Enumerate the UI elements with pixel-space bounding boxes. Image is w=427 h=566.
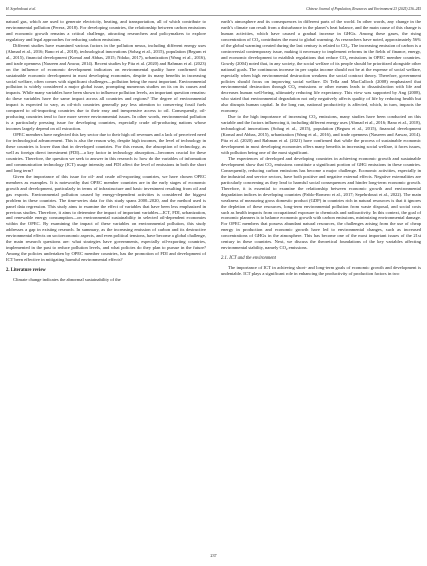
header-rule <box>6 15 421 16</box>
text-run: emissions. <box>287 245 308 251</box>
subscript: 2 <box>315 116 317 121</box>
subscript: 2 <box>345 56 348 61</box>
paragraph <box>221 114 421 156</box>
text-run: contributes the most to global warming. As researchers have noted, approximately 56% of the global warming created during the last century is related to CO <box>221 36 422 48</box>
subscript: 2 <box>271 163 274 168</box>
subscript: 2 <box>347 44 349 49</box>
right-column <box>221 19 421 277</box>
paragraph: Given the importance of this issue for oil- and crude oil-exporting countries, we have chosen OPEC members as examples. It is noteworthy that OPEC member countries are in the early stages of economic growth and development, particularly in terms of infrastructure and basic investment resulting from oil and gas exports. Environmental pollution caused by energy-dependent activities is considered the biggest problem in these countries. The time-series data for this study spans 2000–2020, and the method used is panel data regression. This study aims to examine the effect of variables that have been less emphasized in previous studies. Therefore, it aims to determine the impact of important variables—ICT, FDI, urbanization, and renewable energy consumption—on environmental sustainability in selected oil-dependent economies within the OPEC. By examining the impact of these variables on environmental pollution, this study addresses a gap in existing research. In summary, as the increasing emission of carbon and its destructive environmental effects on socioeconomic aspects, and even political tensions, have become a global challenge, the main research questions are: what strategies have governments, especially oil-exporting countries, implemented in the past to reduce pollution levels, and what policies do they plan to pursue in the future? Among the policies undertaken by OPEC member countries, has the promotion of FDI and development of ICT been effective in mitigating harmful environmental effects? <box>6 173 206 263</box>
text-run: emissions constitute a significant portion of GHG emissions in these countries. Consequently, reducing carbon emissions has become a major challenge. Economic activities, especially in the industrial and service sectors, have both positive and negative external effects. Negative externalities are particularly concerning as they lead to harmful social consequences and hinder long-term economic growth. Therefore, it is essential to examine the relationship between economic growth and environmental degradation indices in developing countries (Pablo-Romero et al., 2017; Sepehrdoust et al., 2022). The main weakness of measuring gross domestic product (GDP) in countries rich in natural resources is that it ignores the depletion of these resources, long-term environmental pollution from waste disposal, and social costs such as health impacts from occupational exposure to chemicals and radioactivity. In this context, the goal of economic planners is to balance economic growth with carbon emissions, minimizing environmental damage. For OPEC members that possess abundant natural resources, the challenges arising from the use of cheap energy in production and economic growth have led to environmental changes, such as increased concentrations of GHGs in the atmosphere. This has become one of the most important issues of the 21st century in these countries. Next, we discuss the theoretical foundations of the key variables affecting environmental stability, namely CO <box>221 161 421 251</box>
text-run: emissions, many studies have been conducted on this variable and the factors influencing it, including different energy uses (Ahmad et al., 2016; Bano et al., 2018), technological innovations (Sohag et al., 2015), population (Begum et al., 2015), financial development (Komal and Abbas, 2015), urbanization (Wang et al., 2016), and trade openness (Nasreen and Anwar, 2014). Pita et al. (2020) and Rahman et al. (2021) have confirmed that while the process of sustainable economic development in most developing economies offers many benefits in increasing social welfare, it faces issues, with pollution being one of the most significant. <box>221 114 421 155</box>
page-number: 237 <box>210 553 217 558</box>
text-run: The experiences of developed and developing countries in achieving economic growth and sustainable development show that CO <box>221 155 421 167</box>
subsection-heading: 2.1. ICT and the environment <box>221 256 276 262</box>
left-column <box>6 19 206 283</box>
header-journal: Chinese Journal of Population, Resources and Environment 23 (2025) 236–245 <box>306 7 421 11</box>
paragraph: OPEC members have neglected this key sector due to their high oil revenues and a lack of perceived need for technological advancement. This is also the reason why, despite high incomes, the level of technology in these countries is lower than that in developed countries. For this reason, the absorption of technology, as well as foreign direct investment (FDI)—a key factor in technology absorption—becomes crucial for these countries. Therefore, the question we seek to answer in this research is: how do the variables of information and communication technology (ICT) usage intensity and FDI affect the level of emissions in both the short and long term? <box>6 132 206 173</box>
text-run: . The increasing emission of carbon is a controversial contemporary issue, making it necessary to implement reforms in the fields of finance, energy, and economic development to establish regulations that reduce CO <box>221 42 422 60</box>
text-run: emissions or other means leads to dissatisfaction with life and decreases human well-being, ultimately reducing life expectancy. This view was supported by Ang (2008), who stated that environmental degradation not only negatively affects quality of life by reducing health but also disrupts human capital. In the long run, national productivity is affected, which, in turn, impacts the economy. <box>221 84 421 114</box>
text-run: Due to the high importance of increasing CO <box>228 114 316 120</box>
subscript: 2 <box>285 247 288 252</box>
subscript: 2 <box>258 38 260 43</box>
paragraph <box>221 156 421 251</box>
section-heading: 2. Literature review <box>6 268 46 274</box>
paragraph <box>221 19 421 114</box>
paragraph: natural gas, which are used to generate electricity, heating, and transportation, all of which contribute to environmental pollution (Perera, 2018). For developing countries, the relationship between carbon emissions and economic growth remains a critical challenge, attracting researchers and policymakers to explore regulatory and legal approaches for reducing carbon emissions. <box>6 19 206 42</box>
text-run: earth’s atmosphere and its consequences in different parts of the world. In other words, any change in the earth’s climate can result from a disturbance in the planet’s heat balance, and the main cause of this change is human activities, which have caused a gradual increase in GHGs. Among these gases, the rising concentration of CO <box>221 19 421 42</box>
paragraph: Different studies have examined various factors in the pollution nexus, including different energy uses (Ahmad et al., 2016; Bano et al., 2018), technological innovations (Sohag et al., 2015), population (Begum et al., 2015), financial development (Komal and Abbas, 2015; Ndako, 2017), urbanization (Wang et al., 2016), and trade openness (Nasreen and Anwar, 2014). Recent studies by Pita et al. (2020) and Rahman et al. (2023) on the influence of economic development indicators on environmental quality have confirmed that sustainable economic development in most developing economies, despite its many benefits in increasing social welfare, often comes with significant challenges—pollution being the most important. Environmental pollution is widely considered a major global issue, prompting numerous studies on its on its causes and impacts. While many variables have been shown to influence pollution levels, an important question remains: do these variables have the same impact across all countries and regions? The degree of environmental impact is expected to vary, as oil-rich countries generally pay less attention to conserving fossil fuels compared to oil-importing countries due to their easy and inexpensive access to oil. Consequently, oil-producing countries tend to face more severe environmental issues. In other words, environmental pollution is a particularly pressing issue for developing countries, especially crude oil-producing nations whose incomes largely depend on oil extraction. <box>6 42 206 132</box>
subscript: 2 <box>294 86 297 91</box>
text-run: emissions in OPEC member countries. Gowdy (2004) noted that, in any society, the social welfare of its people should be prioritized alongside other national goals. The continuous increase in per capita income should not be at the expense of social welfare, especially when high environmental destruction weakens the social contract theory. Therefore, government policies should focus on improving social welfare. Di Tella and MacCulloch (2008) emphasized that environmental destruction through CO <box>221 54 421 90</box>
paragraph: Climate change indicates the abnormal sustainability of the <box>13 277 121 283</box>
paragraph: The importance of ICT in achieving short- and long-term goals of economic growth and development is undeniable. ICT plays a significant role in enhancing the productivity of production factors in two <box>221 265 421 277</box>
header-authors: H. Sepehrdoust et al. <box>6 7 37 11</box>
